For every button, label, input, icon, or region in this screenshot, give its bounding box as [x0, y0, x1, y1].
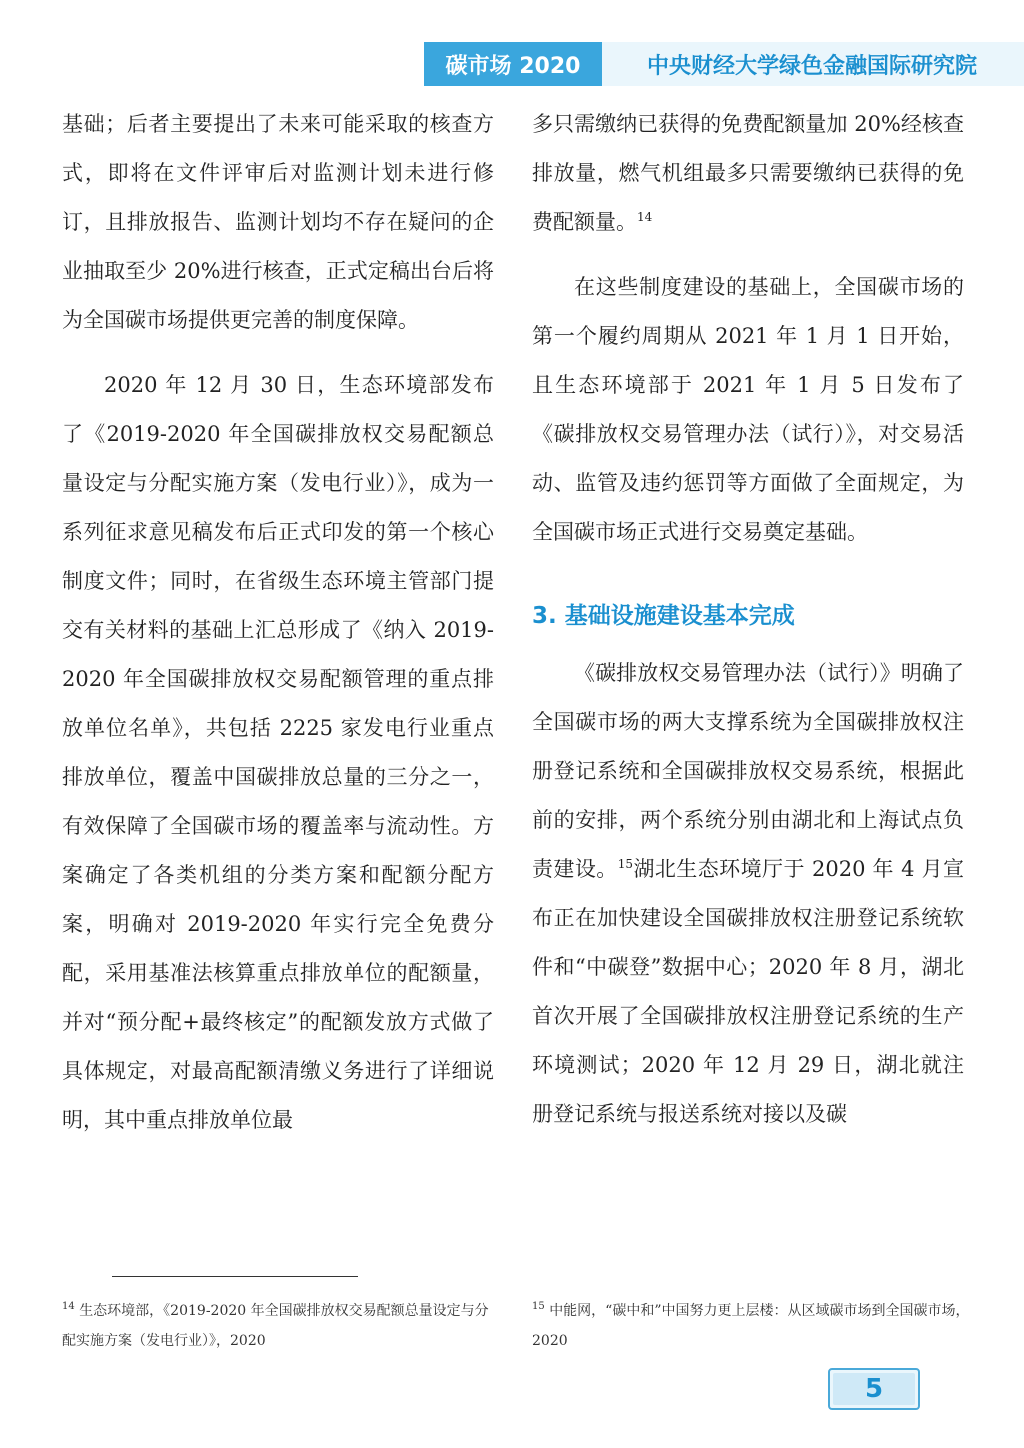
- footnote-15-number: 15: [532, 1301, 545, 1312]
- footnote-ref-14[interactable]: 14: [637, 210, 653, 224]
- left-paragraph-2: 2020 年 12 月 30 日，生态环境部发布了《2019-2020 年全国碳排放权交易配额总量设定与分配实施方案（发电行业）》，成为一系列征求意见稿发布后正式印发的第一个核心制度文件；同时，在省级生态环境主管部门提交有关材料的基础上汇总形成了《纳入 2019-2020 年全国碳排放权交易配额管理的重点排放单位名单》，共包括 2225 家发电行业重点排放单位，覆盖中国碳排放总量的三分之一，有效保障了全国碳市场的覆盖率与流动性。方案确定了各类机组的分类方案和配额分配方案，明确对 2019-2020 年实行完全免费分配，采用基准法核算重点排放单位的配额量，并对“预分配+最终核定”的配额发放方式做了具体规定，对最高配额清缴义务进行了详细说明，其中重点排放单位最: [62, 373, 494, 1132]
- right-paragraph-3a-text: 《碳排放权交易管理办法（试行）》明确了全国碳市场的两大支撑系统为全国碳排放权注册登记系统和全国碳排放权交易系统，根据此前的安排，两个系统分别由湖北和上海试点负责建设。: [532, 661, 964, 881]
- header-tag: 碳市场 2020: [424, 42, 602, 86]
- right-paragraph-2: 在这些制度建设的基础上，全国碳市场的第一个履约周期从 2021 年 1 月 1 日开始，且生态环境部于 2021 年 1 月 5 日发布了《碳排放权交易管理办法（试行）》，对交易活动、监管及违约惩罚等方面做了全面规定，为全国碳市场正式进行交易奠定基础。: [532, 275, 964, 544]
- footnote-ref-15[interactable]: 15: [617, 857, 634, 871]
- left-paragraph-1: 基础；后者主要提出了未来可能采取的核查方式，即将在文件评审后对监测计划未进行修订，且排放报告、监测计划均不存在疑问的企业抽取至少 20%进行核查，正式定稿出台后将为全国碳市场提供更完善的制度保障。: [62, 112, 494, 332]
- page-number: 5: [833, 1373, 915, 1405]
- footnote-divider: [112, 1276, 358, 1277]
- right-paragraph-3: [532, 649, 964, 1139]
- right-paragraph-1: [532, 100, 964, 247]
- header-institution: 中央财经大学绿色金融国际研究院: [646, 53, 977, 79]
- footnote-14-number: 14: [62, 1301, 75, 1312]
- right-column: [532, 100, 964, 1139]
- left-column: [62, 100, 494, 1145]
- footnote-14-text: 生态环境部，《2019-2020 年全国碳排放权交易配额总量设定与分配实施方案（发电行业）》，2020: [62, 1303, 489, 1349]
- section-heading: 3. 基础设施建设基本完成: [532, 603, 795, 629]
- right-paragraph-1-text: 多只需缴纳已获得的免费配额量加 20%经核查排放量，燃气机组最多只需要缴纳已获得的免费配额量。: [532, 112, 964, 234]
- right-paragraph-3b-text: 湖北生态环境厅于 2020 年 4 月宣布正在加快建设全国碳排放权注册登记系统软件和“中碳登”数据中心；2020 年 8 月，湖北首次开展了全国碳排放权注册登记系统的生产环境测试；2020 年 12 月 29 日，湖北就注册登记系统与报送系统对接以及碳: [532, 857, 964, 1126]
- footnote-15: [532, 1296, 972, 1356]
- page-number-box: [828, 1368, 920, 1410]
- footnote-15-text: 中能网，“碳中和”中国努力更上层楼：从区域碳市场到全国碳市场，2020: [532, 1303, 970, 1349]
- footnote-14: [62, 1296, 502, 1356]
